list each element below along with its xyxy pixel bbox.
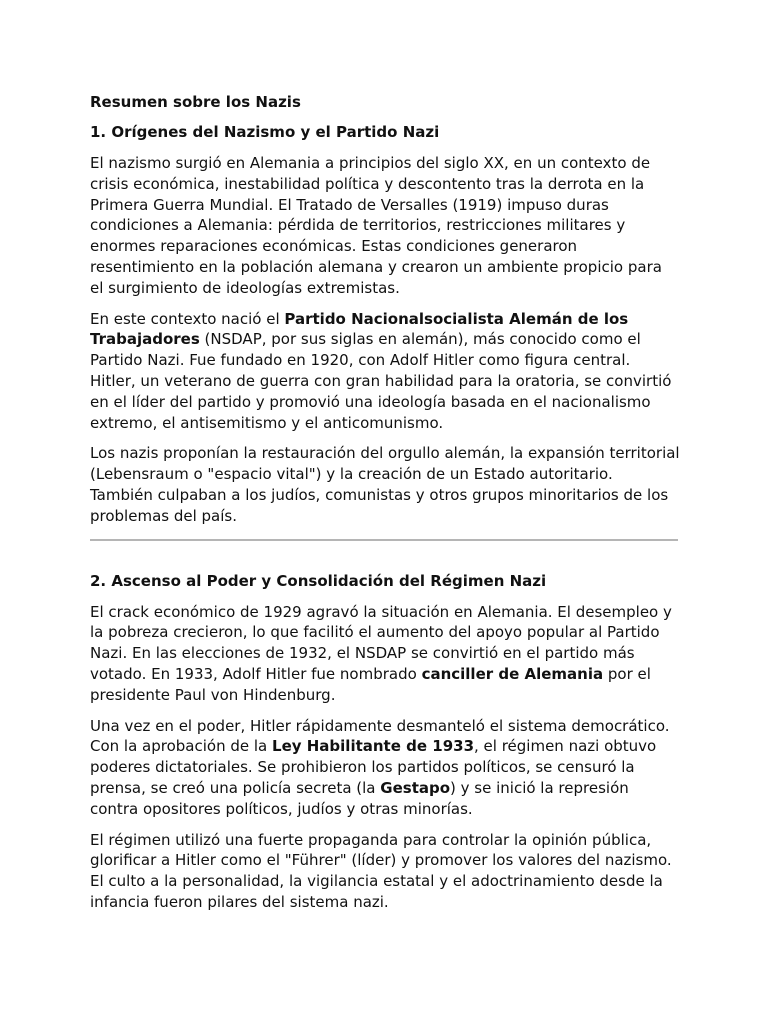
paragraph-text: El régimen utilizó una fuerte propaganda para controlar la opinión pública, glorificar a Hitler como el "Führer" (líder) y promover los valores del nazismo. El culto a la personalidad, la vigilancia estatal y el adoctrinamiento desde la infancia fueron pilares del sistema nazi. (90, 830, 672, 911)
section-1 (90, 122, 680, 527)
section-1-paragraph-2 (90, 309, 680, 434)
document-page (90, 92, 680, 923)
paragraph-text: (NSDAP, por sus siglas en alemán), más conocido como el Partido Nazi. Fue fundado en 1920, con Adolf Hitler como figura central. Hitler, un veterano de guerra con gran habilidad para la oratoria, se convirtió en el líder del partido y promovió una ideología basada en el nacionalismo extremo, el antisemitismo y el anticomunismo. (90, 330, 672, 432)
paragraph-text: ) y se inició la represión contra opositores políticos, judíos y otras minorías. (90, 778, 629, 818)
section-2-paragraph-1 (90, 602, 680, 706)
section-2-heading: 2. Ascenso al Poder y Consolidación del Régimen Nazi (90, 571, 547, 590)
section-1-heading: 1. Orígenes del Nazismo y el Partido Nazi (90, 123, 440, 141)
paragraph-text: por el presidente Paul von Hindenburg. (90, 664, 651, 704)
section-1-paragraph-3 (90, 443, 680, 526)
bold-term-canciller: canciller de Alemania (421, 664, 604, 683)
section-divider (90, 539, 678, 541)
document-title: Resumen sobre los Nazis (90, 93, 301, 111)
section-2 (90, 571, 680, 913)
paragraph-text: El crack económico de 1929 agravó la situación en Alemania. El desempleo y la pobreza crecieron, lo que facilitó el aumento del apoyo popular al Partido Nazi. En las elecciones de 1932, el NSDAP se convirtió en el partido más votado. En 1933, Adolf Hitler fue nombrado (90, 602, 672, 683)
paragraph-text: Los nazis proponían la restauración del orgullo alemán, la expansión territorial (Lebensraum o "espacio vital") y la creación de un Estado autoritario. También culpaban a los judíos, comunistas y otros grupos minoritarios de los problemas del país. (90, 444, 680, 525)
paragraph-text: En este contexto nació el (90, 309, 285, 328)
paragraph-text: Una vez en el poder, Hitler rápidamente desmanteló el sistema democrático. Con la aprobación de la (90, 716, 670, 756)
bold-term-gestapo: Gestapo (380, 778, 451, 797)
section-2-paragraph-2 (90, 716, 680, 820)
section-1-paragraph-1 (90, 153, 680, 299)
paragraph-text: El nazismo surgió en Alemania a principios del siglo XX, en un contexto de crisis económica, inestabilidad política y descontento tras la derrota en la Primera Guerra Mundial. El Tratado de Versalles (1919) impuso duras condiciones a Alemania: pérdida de territorios, restricciones militares y enormes reparaciones económicas. Estas condiciones generaron resentimiento en la población alemana y crearon un ambiente propicio para el surgimiento de ideologías extremistas. (90, 154, 662, 297)
bold-term-ley-habilitante: Ley Habilitante de 1933 (272, 737, 475, 756)
paragraph-text: , el régimen nazi obtuvo poderes dictatoriales. Se prohibieron los partidos políticos, se censuró la prensa, se creó una policía secreta (la (90, 737, 657, 797)
section-2-paragraph-3 (90, 830, 680, 913)
bold-term-nsdap: Partido Nacionalsocialista Alemán de los Trabajadores (90, 309, 629, 349)
